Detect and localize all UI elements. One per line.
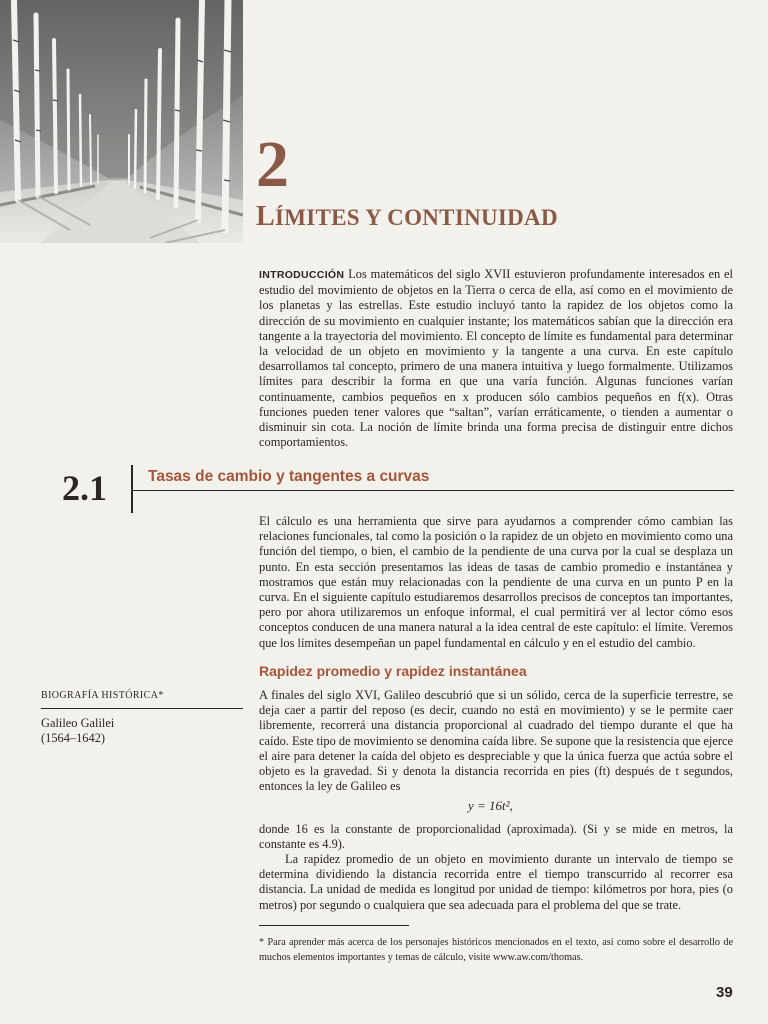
biography-years: (1564–1642) (41, 731, 106, 745)
biography-heading: BIOGRAFÍA HISTÓRICA* (41, 688, 243, 709)
chapter-photo (0, 0, 243, 243)
section-number: 2.1 (62, 468, 107, 508)
constant-paragraph: donde 16 es la constante de proporcionalidad (aproximada). (Si y se mide en metros, la constante es 4.9). (259, 822, 733, 852)
section-divider-vertical (131, 465, 133, 513)
free-fall-paragraph: A finales del siglo XVI, Galileo descubrió que si un sólido, cerca de la superficie terrestre, se deja caer a partir del reposo (es decir, cuando no está en movimiento) y se le permite caer libremente, recorrerá una distancia proporcional al cuadrado del tiempo durante el que ha caído. Este tipo de movimiento se denomina caída libre. Se supone que la resistencia que ejerce el aire para detener la caída del objeto es despreciable y que la única fuerza que actúa sobre el objeto es la gravedad. Si y denota la distancia recorrida en pies (ft) después de t segundos, entonces la ley de Galileo es (259, 688, 733, 794)
introduction-lead: INTRODUCCIÓN (259, 269, 345, 281)
section-title: Tasas de cambio y tangentes a curvas (148, 468, 430, 485)
footnote-rule (259, 925, 409, 926)
section-divider-rule (131, 490, 734, 491)
footnote: * Para aprender más acerca de los personajes históricos mencionados en el texto, así como sobre el desarrollo de muchos elementos importantes y temas de cálculo, visite www.aw.com/thomas. (259, 937, 733, 963)
chapter-title (256, 203, 558, 231)
chapter-title-rest: ÍMITES Y CONTINUIDAD (274, 205, 558, 230)
introduction-text: Los matemáticos del siglo XVII estuvieron profundamente interesados en el estudio del movimiento de objetos en la Tierra o cerca de ella, así como en el movimiento de los planetas y las estrellas. Este estudio incluyó tanto la rapidez de los objetos como la dirección de su movimiento en cualquier instante; los matemáticos sabían que la dirección era tangente a la trayectoria del movimiento. El concepto de límite es fundamental para determinar la velocidad de un objeto en movimiento y la tangente a una curva. En este capítulo desarrollamos tal concepto, primero de una manera intuitiva y luego formalmente. Utilizamos límites para describir la forma en que una varía función. Algunas funciones varían continuamente, cambios pequeños en x producen sólo cambios pequeños en f(x). Otras funciones pueden tener valores que “saltan”, varían erráticamente, o tienden a aumentar o disminuir sin cota. La noción de límite brinda una forma precisa de distinguir entre dichos comportamientos. (259, 267, 733, 450)
page-number: 39 (716, 984, 733, 1001)
historical-biography-note (41, 688, 243, 747)
galileo-law-formula: y = 16t², (468, 798, 513, 813)
biography-name: Galileo Galilei (41, 715, 115, 730)
chapter-number: 2 (256, 128, 289, 201)
average-speed-paragraph (259, 852, 733, 913)
section-intro-paragraph: El cálculo es una herramienta que sirve para ayudarnos a comprender cómo cambian las relaciones funcionales, tal como la posición o la rapidez de un objeto en movimiento como una función del tiempo, o bien, el cambio de la pendiente de una curva por la cual se desplaza un punto. En esta sección presentamos las ideas de tasas de cambio promedio e instantánea y mostramos que están muy relacionadas con la pendiente de una curva en un punto P en la curva. En el siguiente capítulo estudiaremos desarrollos precisos de conceptos tan importantes, pero por ahora utilizaremos un enfoque informal, el cual permitirá ver al lector cómo esos conceptos conducen de una manera natural a la idea central de este capítulo: el límite. Veremos que los límites desempeñan un papel fundamental en cálculo y en el estudio del cambio. (259, 514, 733, 650)
subsection-title: Rapidez promedio y rapidez instantánea (259, 663, 527, 679)
average-speed-text: La rapidez promedio de un objeto en movimiento durante un intervalo de tiempo se determina dividiendo la distancia recorrida entre el tiempo transcurrido al recorrer esa distancia. La unidad de medida es longitud por unidad de tiempo: kilómetros por hora, pies (o metros) por segundo o cualquiera que sea adecuada para el problema del que se trate. (259, 852, 733, 912)
introduction-paragraph (259, 267, 733, 450)
chapter-title-initial: L (256, 201, 275, 232)
